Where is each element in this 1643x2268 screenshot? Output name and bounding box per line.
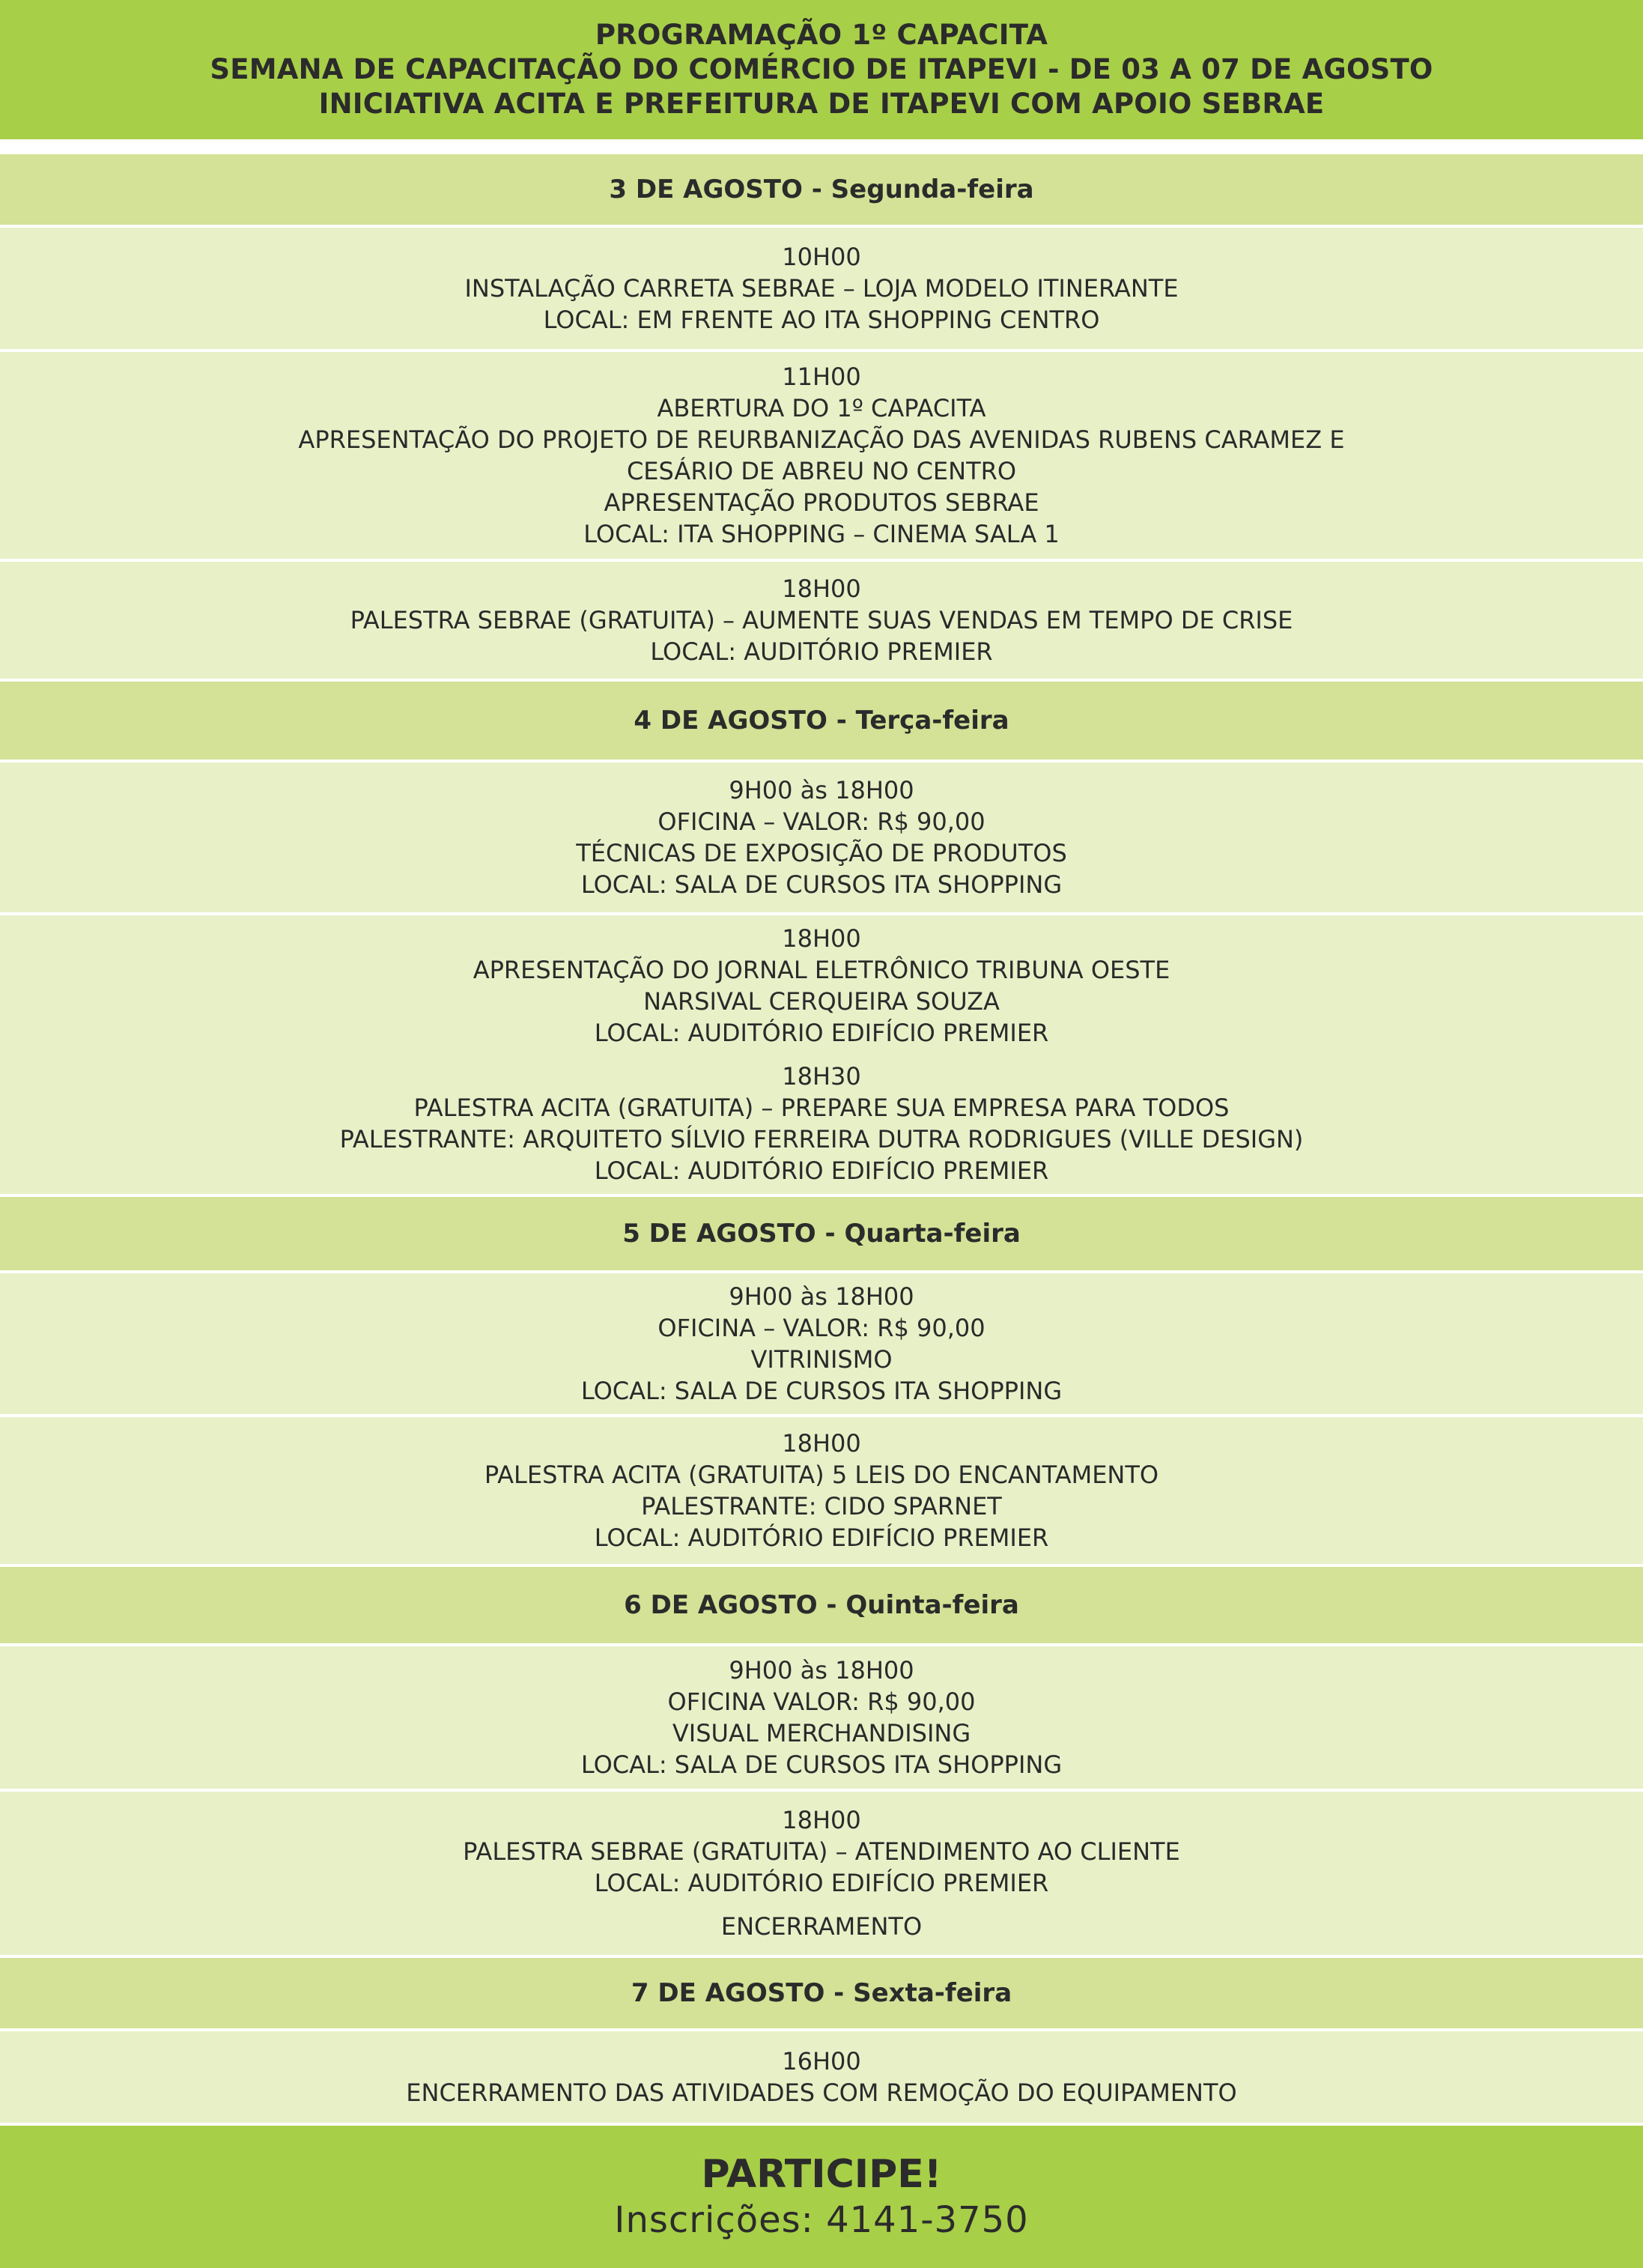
- closing-label: ENCERRAMENTO: [720, 1912, 923, 1941]
- event-location: LOCAL: SALA DE CURSOS ITA SHOPPING: [580, 1377, 1063, 1405]
- event-time: 10H00: [782, 243, 861, 271]
- page-header: [0, 0, 1643, 139]
- event-line: PALESTRA ACITA (GRATUITA) – PREPARE SUA EMPRESA PARA TODOS: [413, 1094, 1230, 1122]
- event-block: [0, 1792, 1643, 1955]
- event-line: OFICINA – VALOR: R$ 90,00: [657, 1314, 986, 1342]
- event-location: LOCAL: AUDITÓRIO EDIFÍCIO PREMIER: [594, 1523, 1049, 1552]
- header-subtitle: SEMANA DE CAPACITAÇÃO DO COMÉRCIO DE ITAPEVI - DE 03 A 07 DE AGOSTO: [210, 53, 1433, 85]
- event-line: OFICINA – VALOR: R$ 90,00: [657, 807, 986, 836]
- event-block: [0, 915, 1643, 1194]
- event-time: 11H00: [782, 363, 861, 391]
- event-time: 18H00: [782, 574, 861, 603]
- event-location: LOCAL: AUDITÓRIO EDIFÍCIO PREMIER: [594, 1019, 1049, 1047]
- event-location: LOCAL: EM FRENTE AO ITA SHOPPING CENTRO: [543, 306, 1100, 334]
- event-time: 18H30: [782, 1062, 861, 1091]
- event-line: PALESTRANTE: ARQUITETO SÍLVIO FERREIRA DUTRA RODRIGUES (VILLE DESIGN): [339, 1125, 1304, 1153]
- event-sub-block: [340, 1061, 1304, 1186]
- event-block: [0, 1417, 1643, 1564]
- event-block: [0, 1646, 1643, 1789]
- event-block: [0, 2031, 1643, 2123]
- registration-phone: Inscrições: 4141-3750: [614, 2199, 1029, 2241]
- event-time: 18H00: [782, 924, 861, 953]
- header-sponsors: INICIATIVA ACITA E PREFEITURA DE ITAPEVI COM APOIO SEBRAE: [318, 88, 1325, 120]
- event-location: LOCAL: AUDITÓRIO PREMIER: [650, 637, 993, 666]
- event-location: LOCAL: SALA DE CURSOS ITA SHOPPING: [580, 870, 1063, 899]
- event-line: PALESTRA SEBRAE (GRATUITA) – ATENDIMENTO AO CLIENTE: [463, 1837, 1180, 1866]
- event-location: LOCAL: SALA DE CURSOS ITA SHOPPING: [580, 1750, 1063, 1779]
- event-line: VISUAL MERCHANDISING: [672, 1719, 971, 1747]
- day-header-6-agosto: 6 DE AGOSTO - Quinta-feira: [0, 1567, 1643, 1643]
- event-line: PALESTRANTE: CIDO SPARNET: [641, 1492, 1002, 1520]
- header-title: PROGRAMAÇÃO 1º CAPACITA: [595, 19, 1048, 51]
- event-time: 18H00: [782, 1429, 861, 1458]
- event-block: [0, 1273, 1643, 1414]
- event-time: 9H00 às 18H00: [729, 1656, 914, 1685]
- event-time: 16H00: [782, 2047, 861, 2076]
- event-block: [0, 762, 1643, 912]
- event-line: APRESENTAÇÃO DO JORNAL ELETRÔNICO TRIBUNA OESTE: [473, 956, 1170, 984]
- event-time: 9H00 às 18H00: [729, 1282, 914, 1311]
- event-line: APRESENTAÇÃO PRODUTOS SEBRAE: [604, 488, 1039, 517]
- call-to-action: PARTICIPE!: [701, 2152, 942, 2197]
- event-line: OFICINA VALOR: R$ 90,00: [667, 1688, 976, 1716]
- event-block: [0, 562, 1643, 679]
- event-time: 9H00 às 18H00: [729, 776, 914, 804]
- event-line: NARSIVAL CERQUEIRA SOUZA: [643, 987, 1000, 1016]
- day-header-7-agosto: 7 DE AGOSTO - Sexta-feira: [0, 1958, 1643, 2028]
- event-time: 18H00: [782, 1806, 861, 1834]
- event-line: PALESTRA ACITA (GRATUITA) 5 LEIS DO ENCANTAMENTO: [484, 1461, 1159, 1489]
- event-line: TÉCNICAS DE EXPOSIÇÃO DE PRODUTOS: [576, 839, 1067, 867]
- day-header-4-agosto: 4 DE AGOSTO - Terça-feira: [0, 682, 1643, 759]
- event-location: LOCAL: AUDITÓRIO EDIFÍCIO PREMIER: [594, 1869, 1049, 1897]
- event-block: [0, 228, 1643, 349]
- event-line: PALESTRA SEBRAE (GRATUITA) – AUMENTE SUAS VENDAS EM TEMPO DE CRISE: [350, 606, 1293, 634]
- event-line: VITRINISMO: [750, 1345, 893, 1374]
- event-line: APRESENTAÇÃO DO PROJETO DE REURBANIZAÇÃO DAS AVENIDAS RUBENS CARAMEZ E: [298, 425, 1345, 454]
- event-location: LOCAL: AUDITÓRIO EDIFÍCIO PREMIER: [594, 1156, 1049, 1185]
- day-header-3-agosto: 3 DE AGOSTO - Segunda-feira: [0, 154, 1643, 225]
- event-location: LOCAL: ITA SHOPPING – CINEMA SALA 1: [583, 520, 1060, 548]
- event-line: INSTALAÇÃO CARRETA SEBRAE – LOJA MODELO ITINERANTE: [464, 274, 1179, 303]
- day-header-5-agosto: 5 DE AGOSTO - Quarta-feira: [0, 1197, 1643, 1270]
- event-line: ENCERRAMENTO DAS ATIVIDADES COM REMOÇÃO DO EQUIPAMENTO: [406, 2079, 1237, 2107]
- event-line: CESÁRIO DE ABREU NO CENTRO: [626, 457, 1017, 485]
- event-line: ABERTURA DO 1º CAPACITA: [657, 394, 986, 422]
- page-footer: [0, 2126, 1643, 2268]
- event-closing: [721, 1911, 922, 1942]
- event-block: [0, 352, 1643, 559]
